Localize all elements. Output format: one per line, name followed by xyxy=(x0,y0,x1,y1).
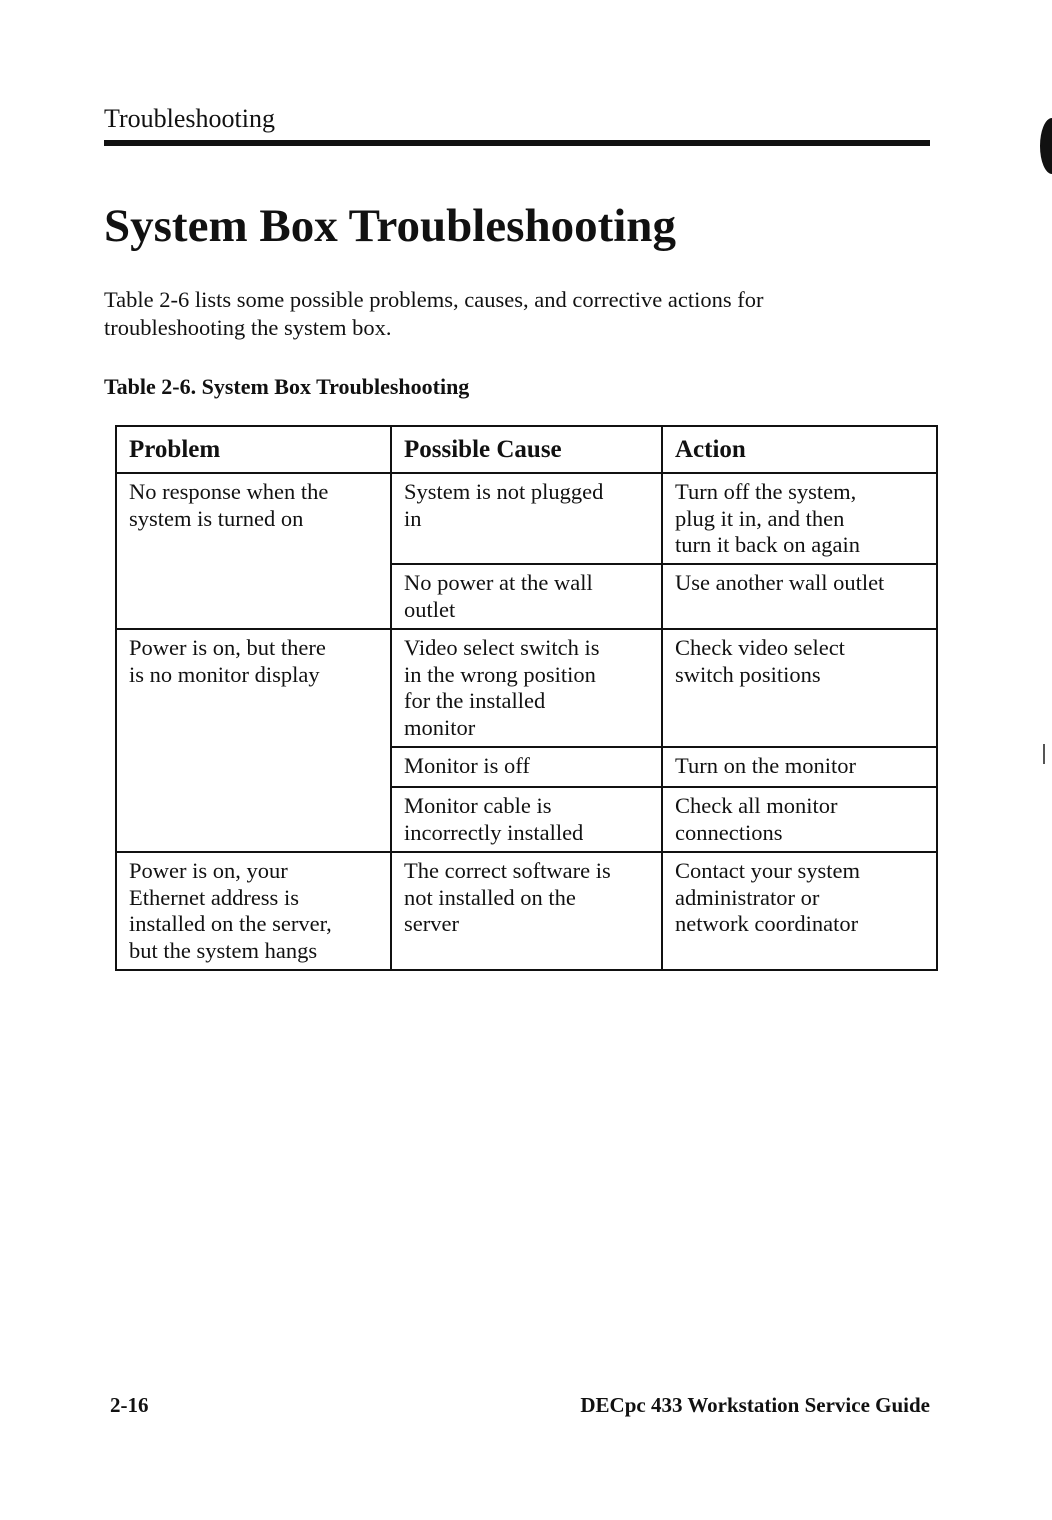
header-action: Action xyxy=(662,426,937,473)
book-title: DECpc 433 Workstation Service Guide xyxy=(580,1393,930,1417)
action-text: Contact your system administrator or network coordinator xyxy=(675,858,860,936)
cause-cell xyxy=(391,564,662,629)
cause-text: Monitor is off xyxy=(404,753,530,778)
table-caption: Table 2-6. System Box Troubleshooting xyxy=(104,374,470,399)
cause-cell xyxy=(391,787,662,852)
cause-cell xyxy=(391,852,662,970)
page-number: 2-16 xyxy=(110,1393,149,1417)
running-head: Troubleshooting xyxy=(104,104,275,133)
problem-text: No response when the system is turned on xyxy=(129,479,329,531)
troubleshooting-table xyxy=(115,425,938,971)
action-cell xyxy=(662,473,937,564)
table-row xyxy=(116,852,937,970)
cause-text: Monitor cable is incorrectly installed xyxy=(404,793,584,845)
action-text: Turn off the system, plug it in, and then turn it back on again xyxy=(675,479,860,557)
action-cell xyxy=(662,629,937,747)
problem-text: Power is on, but there is no monitor display xyxy=(129,635,326,687)
action-cell xyxy=(662,787,937,852)
header-rule xyxy=(104,140,930,146)
cause-text: Video select switch is in the wrong position for the installed monitor xyxy=(404,635,600,740)
table-row xyxy=(116,473,937,564)
page-edge-mark xyxy=(1040,118,1052,174)
table-header-row xyxy=(116,426,937,473)
problem-cell xyxy=(116,473,391,629)
problem-text: Power is on, your Ethernet address is installed on the server, but the system hangs xyxy=(129,858,332,963)
cause-text: The correct software is not installed on the server xyxy=(404,858,611,936)
page-edge-tick xyxy=(1043,744,1045,764)
intro-paragraph: Table 2-6 lists some possible problems, causes, and corrective actions for troubleshooting the system box. xyxy=(104,287,764,340)
cause-cell xyxy=(391,473,662,564)
page-title: System Box Troubleshooting xyxy=(104,200,676,252)
action-text: Check video select switch positions xyxy=(675,635,845,687)
action-cell xyxy=(662,747,937,787)
action-text: Turn on the monitor xyxy=(675,753,857,778)
table-row xyxy=(116,629,937,747)
action-text: Use another wall outlet xyxy=(675,570,885,595)
header-possible-cause: Possible Cause xyxy=(391,426,662,473)
action-cell xyxy=(662,564,937,629)
cause-text: No power at the wall outlet xyxy=(404,570,593,622)
action-text: Check all monitor connections xyxy=(675,793,838,845)
problem-cell xyxy=(116,629,391,852)
header-problem: Problem xyxy=(116,426,391,473)
cause-cell xyxy=(391,747,662,787)
action-cell xyxy=(662,852,937,970)
problem-cell xyxy=(116,852,391,970)
cause-text: System is not plugged in xyxy=(404,479,604,531)
cause-cell xyxy=(391,629,662,747)
